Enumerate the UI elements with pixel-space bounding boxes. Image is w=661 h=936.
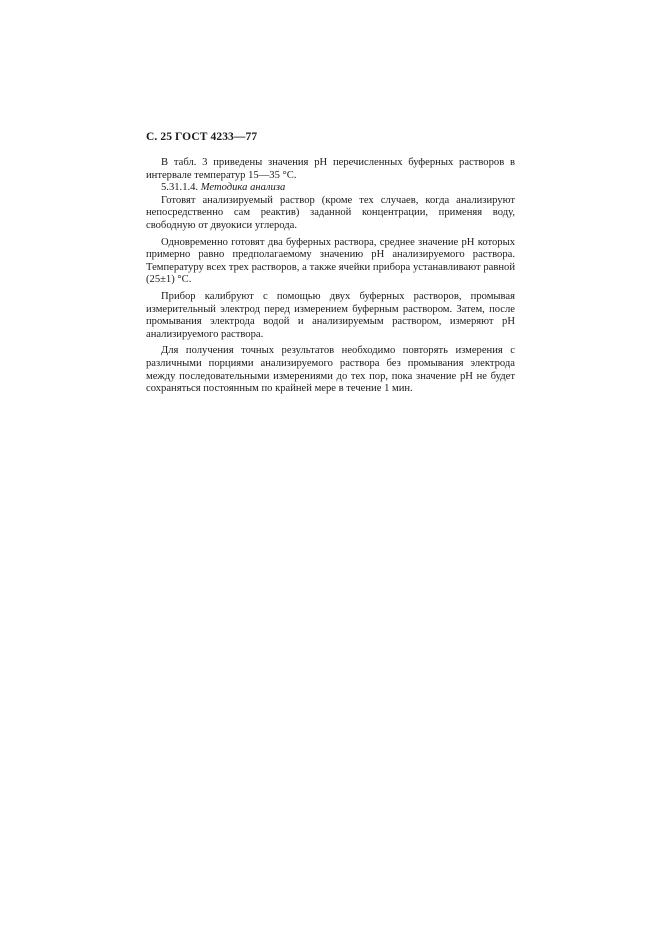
- clause-title: Методика анализа: [200, 182, 286, 194]
- paragraph-calibration: Прибор калибруют с помощью двух буферных растворов, промывая измерительный электрод перед измерением буферным раствором. Затем, после промывания электрода водой и анализируемым раствором, измеряют рН анализируемого раствора.: [146, 290, 515, 340]
- paragraph-prepare-solution: Готовят анализируемый раствор (кроме тех случаев, когда анализируют непосредственно сам реактив) заданной концентрации, применяя воду, свободную от двуокиси углерода.: [146, 194, 515, 231]
- clause-heading: [146, 182, 515, 195]
- document-body: [146, 157, 515, 396]
- paragraph-buffer-values: В табл. 3 приведены значения рН перечисленных буферных растворов в интервале температур 15—35 °С.: [146, 157, 515, 181]
- paragraph-buffer-solutions: Одновременно готовят два буферных раствора, среднее значение рН которых примерно равно предполагаемому значению рН анализируемого раствора. Температуру всех трех растворов, а также ячейки прибора устанавливают равной (25±1) °С.: [146, 236, 515, 286]
- clause-number: 5.31.1.4.: [161, 182, 199, 194]
- paragraph-measurement: Для получения точных результатов необходимо повторять измерения с различными порциями анализируемого раствора без промывания электрода между последовательными измерениями до тех пор, пока значение рН не будет сохраняться постоянным по крайней мере в течение 1 мин.: [146, 345, 515, 395]
- page-header: С. 25 ГОСТ 4233—77: [146, 131, 258, 143]
